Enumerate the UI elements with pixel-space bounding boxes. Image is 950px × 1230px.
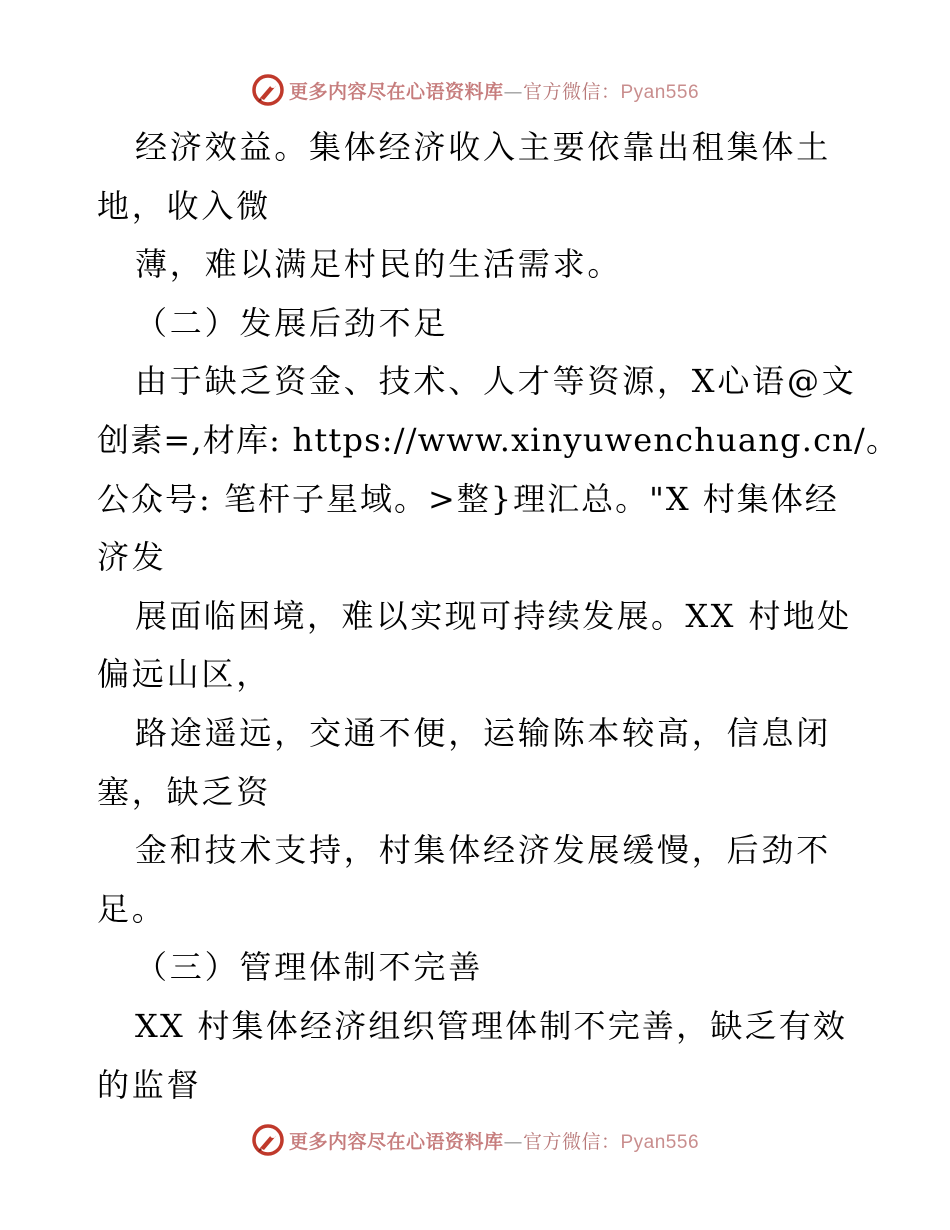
text-line: 创素=,材库: https://www.xinyuwenchuang.cn/。 <box>97 420 900 459</box>
text-line: 偏远山区， <box>97 655 272 694</box>
watermark-main: 更多内容尽在心语资料库 <box>288 1130 504 1153</box>
text-line: 薄，难以满足村民的生活需求。 <box>135 245 623 284</box>
watermark-label: 官方微信： <box>522 80 621 103</box>
text-line: XX 村集体经济组织管理体制不完善，缺乏有效 <box>135 1006 848 1045</box>
footer-watermark <box>0 1120 950 1160</box>
text-line: 展面临困境，难以实现可持续发展。XX 村地处 <box>135 596 852 635</box>
watermark-separator: — <box>503 80 523 103</box>
watermark-id: Pyan556 <box>620 1131 700 1153</box>
watermark-id: Pyan556 <box>620 81 700 103</box>
pen-logo-icon <box>251 1123 285 1157</box>
watermark-separator: — <box>503 1130 523 1153</box>
section-heading: （二）发展后劲不足 <box>135 303 449 342</box>
text-line: 经济效益。集体经济收入主要依靠出租集体土 <box>135 128 832 166</box>
text-line: 塞，缺乏资 <box>97 772 272 811</box>
text-line: 的监督 <box>97 1065 202 1104</box>
document-body <box>97 118 900 1114</box>
watermark-text <box>289 77 699 104</box>
header-watermark <box>0 70 950 110</box>
watermark-label: 官方微信： <box>522 1130 621 1153</box>
text-line: 由于缺乏资金、技术、人才等资源，X心语@文 <box>135 362 857 401</box>
text-line: 地，收入微 <box>97 186 272 225</box>
text-line: 路途遥远，交通不便，运输陈本较高，信息闭 <box>135 713 832 752</box>
watermark-main: 更多内容尽在心语资料库 <box>288 80 504 103</box>
text-line: 金和技术支持，村集体经济发展缓慢，后劲不 <box>135 831 832 870</box>
watermark-text <box>289 1127 699 1154</box>
pen-logo-icon <box>251 73 285 107</box>
text-line: 足。 <box>97 889 167 928</box>
text-line: 公众号: 笔杆子星域。>整}理汇总。"X 村集体经 <box>97 479 839 518</box>
section-heading: （三）管理体制不完善 <box>135 948 484 987</box>
text-line: 济发 <box>97 538 167 577</box>
